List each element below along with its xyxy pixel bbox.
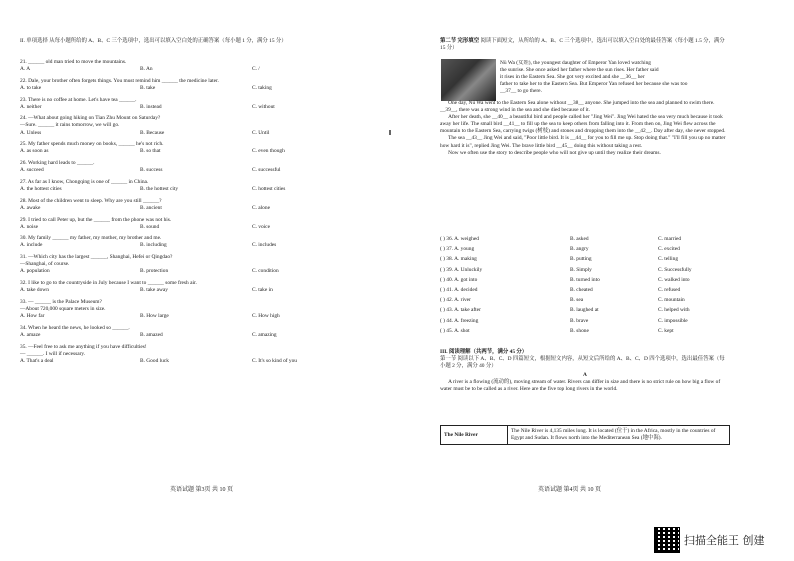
- option-row: [20, 148, 360, 155]
- question-stem: 24. —What about going hiking on Tian Zhu Mount on Saturday?: [20, 115, 161, 122]
- option-c[interactable]: C. includes: [252, 242, 277, 249]
- section-header-text: II. 单项选择 从每小题所给的 A、B、C 三个选项中，选出可以填入空白处的正确答案（每小题 1 分，满分 15 分）: [20, 38, 287, 44]
- question-stem: 28. Most of the children went to sleep. Why are you still ______?: [20, 197, 162, 204]
- question-item: [20, 344, 360, 365]
- cloze-option-a[interactable]: ( ) 37. A. young: [440, 246, 475, 253]
- option-c[interactable]: C. amazing: [252, 331, 277, 338]
- option-row: [20, 104, 360, 111]
- option-row: [20, 287, 360, 294]
- story-illustration: [441, 59, 496, 101]
- option-a[interactable]: A. That's a deal: [20, 357, 54, 364]
- passage-intro: A river is a flowing (流动的), moving stream of water. Rivers can differ in size and there is no strict rule on how big a flow of water must be to be called as a river. Here are the five top long rivers in the world.: [440, 379, 721, 393]
- question-stem: 30. My family ______ my father, my mother, my brother and me.: [20, 235, 162, 242]
- cloze-option-b[interactable]: B. asked: [570, 236, 589, 242]
- passage-label: A: [583, 372, 587, 379]
- option-row: [20, 167, 360, 174]
- option-row: [20, 205, 360, 212]
- cloze-option-b[interactable]: B. cheated: [570, 287, 593, 293]
- section-header: [20, 38, 360, 45]
- option-b[interactable]: B. How large: [140, 312, 169, 319]
- page-footer-right: 英语试题 第4页 共 10 页: [538, 487, 602, 493]
- option-a[interactable]: A. A: [20, 66, 31, 73]
- option-row: [20, 224, 360, 231]
- cloze-option-c[interactable]: C. kept: [658, 327, 674, 334]
- cloze-option-b[interactable]: B. putting: [570, 256, 592, 263]
- option-a[interactable]: A. Unless: [20, 129, 42, 136]
- cloze-option-b[interactable]: B. angry: [570, 246, 589, 253]
- option-a[interactable]: A. succeed: [20, 167, 44, 174]
- question-stem: 23. There is no coffee at home. Let's have tea ______.: [20, 96, 137, 103]
- option-b[interactable]: B. instead: [140, 103, 162, 110]
- cloze-option-a[interactable]: ( ) 38. A. making: [440, 256, 477, 263]
- option-a[interactable]: A. amaze: [20, 331, 41, 338]
- river-table: [440, 425, 730, 445]
- cloze-option-a[interactable]: ( ) 43. A. take after: [440, 307, 481, 314]
- passage-paragraph: The sea __43__ Jing Wei and said, "Poor little bird. It is __44__ for you to fill me up. Stop doing that." "I'll fill you up no matter how hard it is", replied Jing Wei. The brave little bird __45__ doing this without taking a rest.: [440, 135, 726, 149]
- option-b[interactable]: B. Because: [140, 129, 165, 136]
- question-stem: 31. —Which city has the largest ______, Shanghai, Hefei or Qingdao?: [20, 254, 173, 261]
- question-stem: 25. My father spends much money on books, ______ he's not rich.: [20, 141, 164, 148]
- intro-line: __37__ to go there.: [500, 88, 542, 95]
- option-c[interactable]: C. condition: [252, 268, 279, 275]
- cloze-intro: [500, 60, 730, 95]
- cloze-header: [440, 38, 730, 52]
- cloze-option-b[interactable]: B. sea: [570, 297, 584, 304]
- question-item: [20, 179, 360, 193]
- option-b[interactable]: B. take away: [140, 287, 168, 294]
- cloze-option-a[interactable]: ( ) 42. A. river: [440, 297, 471, 304]
- option-a[interactable]: A. population: [20, 268, 50, 275]
- option-row: [20, 268, 360, 275]
- option-a[interactable]: A. take down: [20, 287, 49, 294]
- question-item: [20, 115, 360, 136]
- question-item: [20, 141, 360, 155]
- question-item: [20, 254, 360, 275]
- option-a[interactable]: A. noise: [20, 223, 38, 230]
- option-c[interactable]: C. hottest cities: [252, 185, 286, 192]
- option-b[interactable]: B. amazed: [140, 331, 163, 338]
- cloze-option-c[interactable]: C. walked into: [658, 276, 690, 283]
- option-c[interactable]: C. without: [252, 103, 275, 110]
- left-page: [20, 0, 370, 561]
- question-item: [20, 59, 360, 73]
- reading-title: III. 阅读理解（共两节，满分 45 分）: [440, 349, 528, 355]
- cloze-option-c[interactable]: C. telling: [658, 256, 679, 263]
- question-item: [20, 97, 360, 111]
- question-stem: 35. —Feel free to ask me anything if you have difficulties!: [20, 343, 147, 350]
- cloze-option-b[interactable]: B. laughed at: [570, 307, 599, 314]
- cloze-option-a[interactable]: ( ) 36. A. weighed: [440, 236, 479, 242]
- question-stem-2: —Sure. ______ it rains tomorrow, we will go.: [20, 122, 120, 129]
- passage-paragraph: One day, Nü Wa went to the Eastern Sea alone without __38__ anyone. She jumped into the sea and planned to swim there. __39__, there was a strong wind in the sea and she died because of it.: [440, 100, 715, 114]
- question-item: [20, 198, 360, 212]
- cloze-option-b[interactable]: B. brave: [570, 317, 589, 324]
- option-row: [20, 85, 360, 92]
- question-item: [20, 299, 360, 320]
- cloze-option-a[interactable]: ( ) 44. A. freezing: [440, 317, 479, 324]
- option-a[interactable]: A. the hottest cities: [20, 185, 62, 192]
- option-b[interactable]: B. including: [140, 242, 167, 249]
- question-item: [20, 78, 360, 92]
- option-row: [20, 358, 360, 365]
- right-page: [440, 0, 730, 561]
- cloze-option-b[interactable]: B. shone: [570, 327, 589, 334]
- option-b[interactable]: B. the hottest city: [140, 185, 179, 192]
- question-stem-2: — ______. I will if necessary.: [20, 350, 86, 357]
- option-b[interactable]: B. ancient: [140, 204, 162, 211]
- cloze-option-c[interactable]: C. excited: [658, 246, 680, 253]
- passage-paragraph: Now we often use the story to describe people who will not give up until they realize their dreams.: [448, 149, 661, 156]
- passage-paragraph: After her death, she __40__ a beautiful bird and people called her "Jing Wei". Jing Wei hated the sea very much because it took away her life. The small bird __41__ to fill up the sea to keep others from falling into it. From then on, Jing Wei flew across the mountain to the Eastern Sea, carrying twigs (树枝) and stones and dropping them into the __42__. Day after day, she never stopped.: [440, 114, 726, 135]
- question-stem: 29. I tried to call Peter up, but the ______ from the phone was not his.: [20, 216, 172, 223]
- option-b[interactable]: B. sound: [140, 223, 160, 230]
- cloze-title: 第二节 完形填空: [440, 38, 480, 44]
- question-stem: 32. I like to go to the countryside in July because I want to ______ some fresh air.: [20, 280, 197, 286]
- option-c[interactable]: C. How high: [252, 312, 280, 319]
- option-c[interactable]: C. It's so kind of you: [252, 357, 297, 364]
- option-a[interactable]: A. neither: [20, 103, 42, 110]
- question-stem: 33. — ______ is the Palace Museum?: [20, 298, 102, 305]
- option-row: [20, 313, 360, 320]
- cloze-option-c[interactable]: C. refused: [658, 287, 681, 293]
- option-c[interactable]: C. successful: [252, 167, 281, 174]
- page-footer: 英语试题 第3页 共 10 页: [170, 487, 234, 493]
- option-c[interactable]: C. /: [252, 66, 260, 73]
- question-stem: 34. When he heard the news, he looked so ______.: [20, 324, 130, 331]
- question-stem-2: —About 720,000 square meters in size.: [20, 305, 106, 312]
- option-b[interactable]: B. success: [140, 167, 163, 174]
- intro-line: father to take her to the Eastern Sea. But Emperor Yan refused her because she was too: [500, 81, 688, 88]
- question-item: [20, 235, 360, 249]
- cloze-option-c[interactable]: C. helped with: [658, 307, 690, 314]
- question-stem-2: —Shanghai, of course.: [20, 261, 70, 268]
- cloze-option-a[interactable]: ( ) 41. A. decided: [440, 287, 478, 293]
- cloze-desc: 阅读下面短文，从所给的 A、B、C 三个选项中，选出可以填入空白处的最佳答案（每小题 1.5 分，满分 15 分）: [440, 38, 725, 52]
- option-a[interactable]: A. include: [20, 242, 43, 249]
- cloze-option-a[interactable]: ( ) 45. A. shot: [440, 327, 470, 334]
- option-b[interactable]: B. so that: [140, 148, 161, 155]
- reading-desc: 第一节 阅读以下 A、B、C、D 四篇短文，根据短文内容，从短文后所给的 A、B、C、D 四个选项中，选出最佳答案（每小题 2 分，满分 40 分）: [440, 356, 725, 370]
- intro-line: it rises in the Eastern Sea. She got very excited and she __36__ her: [500, 74, 645, 81]
- cloze-passage: [440, 100, 730, 157]
- table-title: The Nile River: [441, 426, 508, 445]
- intro-line: the sunrise. She once asked her father where the sun rises. Her father said: [500, 67, 659, 74]
- option-row: [20, 186, 360, 193]
- question-stem: 22. Dale, your brother often forgets things. You must remind him ______ the medicine later.: [20, 77, 219, 84]
- option-c[interactable]: C. Until: [252, 129, 270, 136]
- option-a[interactable]: A. as soon as: [20, 148, 49, 155]
- option-b[interactable]: B. Good luck: [140, 357, 169, 364]
- cloze-option-c[interactable]: C. impossible: [658, 317, 688, 324]
- option-c[interactable]: C. taking: [252, 84, 272, 91]
- cloze-option-c[interactable]: C. Successfully: [658, 266, 692, 273]
- option-row: [20, 332, 360, 339]
- cloze-option-c[interactable]: C. mountain: [658, 297, 685, 304]
- option-b[interactable]: B. An: [140, 66, 153, 73]
- scanner-watermark: 扫描全能王 创建: [684, 534, 765, 547]
- option-c[interactable]: C. take in: [252, 287, 273, 294]
- option-row: [20, 66, 360, 73]
- option-b[interactable]: B. protection: [140, 268, 169, 275]
- intro-line: Nü Wa (女娃), the youngest daughter of Emperor Yan loved watching: [500, 60, 651, 66]
- qr-code-icon: [654, 527, 680, 553]
- option-row: [20, 130, 360, 137]
- question-stem: 26. Working hard leads to ______.: [20, 160, 95, 167]
- margin-mark: [389, 130, 391, 135]
- question-item: [20, 325, 360, 339]
- question-stem: 21. ______ old man tried to move the mountains.: [20, 59, 127, 65]
- option-c[interactable]: C. alone: [252, 204, 270, 211]
- option-row: [20, 242, 360, 249]
- option-a[interactable]: A. to take: [20, 84, 42, 91]
- question-stem: 27. As far as I know, Chongqing is one of ______ in China.: [20, 178, 149, 185]
- reading-header: [440, 349, 730, 394]
- question-item: [20, 217, 360, 231]
- cloze-option-a[interactable]: ( ) 39. A. Unluckily: [440, 266, 483, 273]
- option-b[interactable]: B. take: [140, 84, 156, 91]
- question-item: [20, 280, 360, 294]
- question-item: [20, 160, 360, 174]
- cloze-option-b[interactable]: B. turned into: [570, 276, 600, 283]
- cloze-option-c[interactable]: C. married: [658, 236, 682, 242]
- option-a[interactable]: A. How far: [20, 312, 45, 319]
- cloze-option-a[interactable]: ( ) 40. A. got into: [440, 276, 478, 283]
- option-c[interactable]: C. even though: [252, 148, 285, 155]
- option-c[interactable]: C. voice: [252, 223, 270, 230]
- cloze-option-b[interactable]: B. Simply: [570, 266, 592, 273]
- option-a[interactable]: A. awake: [20, 204, 41, 211]
- table-text: The Nile River is 4,135 miles long. It is located (位于) in the Africa, mostly in the countries of Egypt and Sudan. It flows north into the Mediterranean Sea (地中海).: [508, 426, 730, 445]
